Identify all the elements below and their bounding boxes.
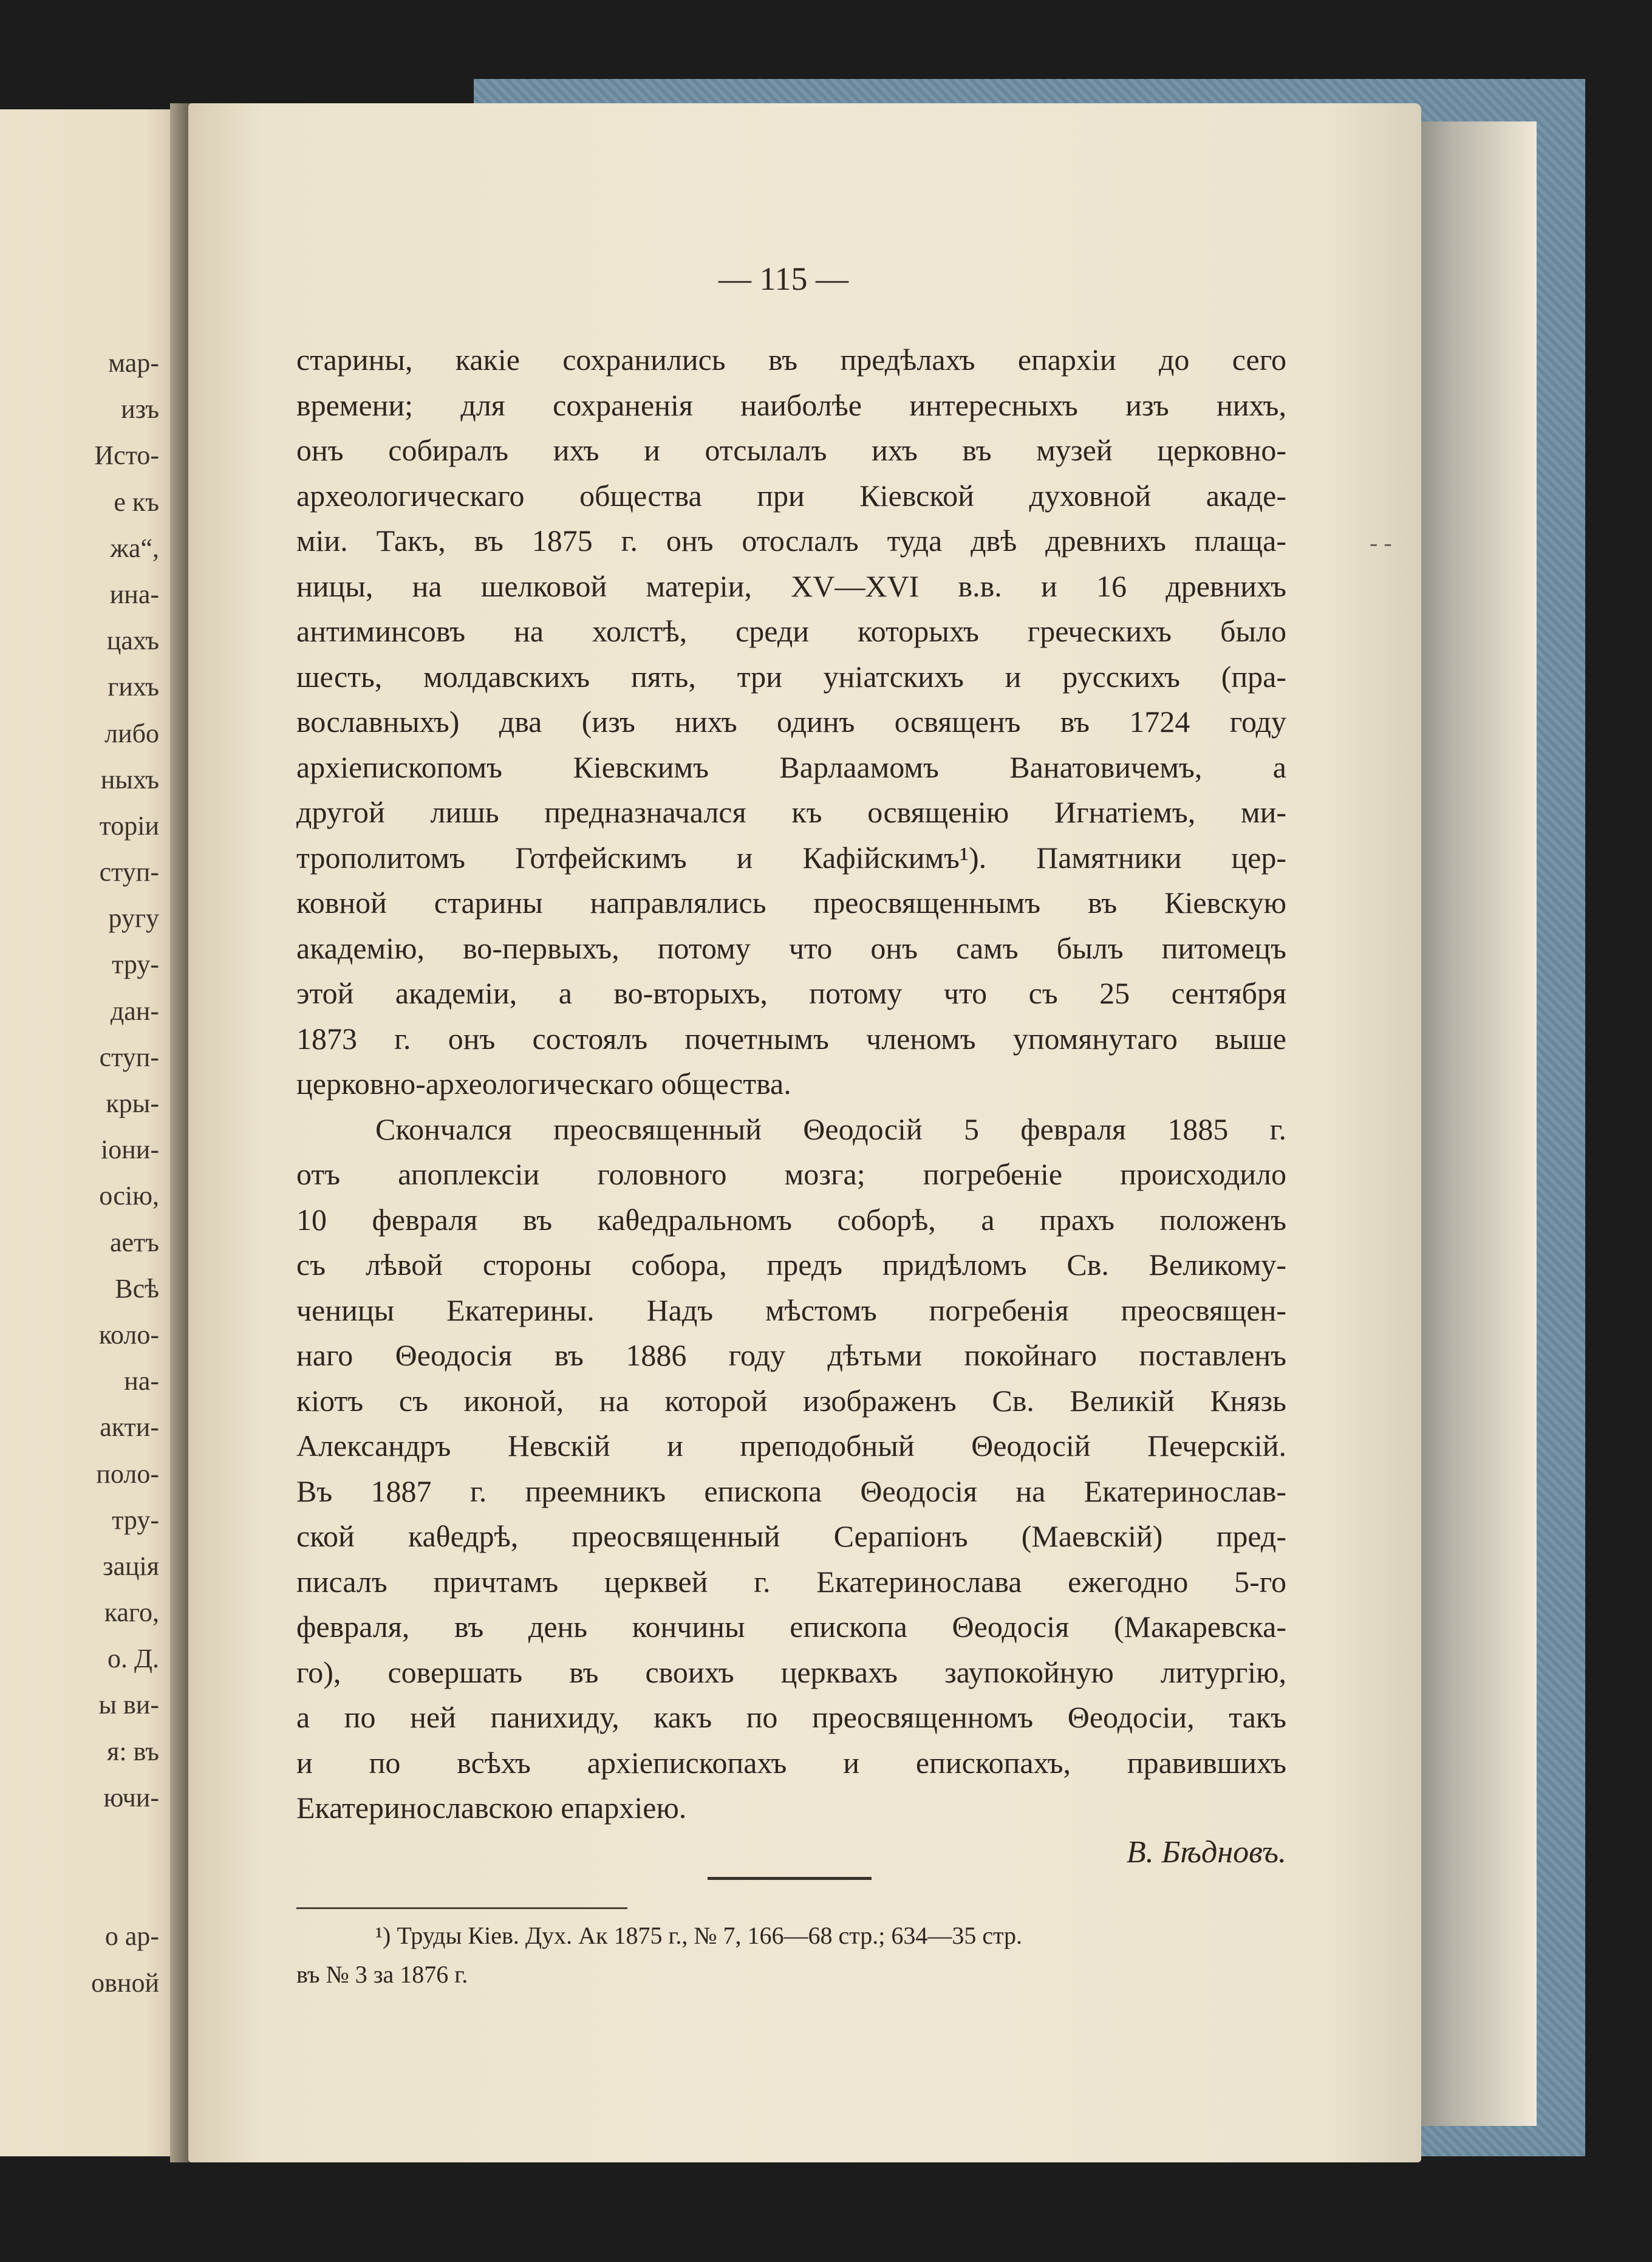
page-edges bbox=[1415, 121, 1537, 2126]
left-fragment: осію, bbox=[99, 1181, 159, 1211]
left-fragment: либо bbox=[104, 718, 159, 748]
author-signature: В. Бѣдновъ. bbox=[1126, 1835, 1286, 1870]
footnote bbox=[296, 1916, 1286, 1994]
text-line: а по ней панихиду, какъ по преосвященномъ Θеодосіи, такъ bbox=[296, 1700, 1286, 1734]
left-fragment: Исто- bbox=[94, 440, 159, 471]
text-line: февраля, въ день кончины епископа Θеодосія (Макаревска- bbox=[296, 1610, 1286, 1644]
text-line: онъ собиралъ ихъ и отсылалъ ихъ въ музей церковно- bbox=[296, 433, 1286, 467]
text-line: времени; для сохраненія наиболѣе интересныхъ изъ нихъ, bbox=[296, 388, 1286, 422]
text-line: архіепископомъ Кіевскимъ Варлаамомъ Ванатовичемъ, а bbox=[296, 750, 1286, 784]
text-line: академію, во-первыхъ, потому что онъ самъ былъ питомецъ bbox=[296, 931, 1286, 965]
left-fragment: аетъ bbox=[109, 1227, 159, 1257]
text-line: антиминсовъ на холстѣ, среди которыхъ греческихъ было bbox=[296, 614, 1286, 648]
left-fragment: я: въ bbox=[107, 1736, 159, 1766]
text-line: Александръ Невскій и преподобный Θеодосій Печерскій. bbox=[296, 1429, 1286, 1463]
text-line: ской каθедрѣ, преосвященный Серапіонъ (Маевскій) пред- bbox=[296, 1519, 1286, 1553]
text-line: го), совершать въ своихъ церквахъ заупокойную литургію, bbox=[296, 1655, 1286, 1689]
text-line: 1873 г. онъ состоялъ почетнымъ членомъ упомянутаго выше bbox=[296, 1021, 1286, 1056]
left-fragment: Всѣ bbox=[115, 1273, 159, 1304]
text-line: вославныхъ) два (изъ нихъ одинъ освященъ въ 1724 году bbox=[296, 705, 1286, 739]
left-fragment: жа“, bbox=[110, 533, 159, 563]
left-fragment: изъ bbox=[121, 394, 159, 425]
text-line: старины, какіе сохранились въ предѣлахъ епархіи до сего bbox=[296, 343, 1286, 377]
body-text bbox=[296, 337, 1286, 1831]
left-fragment: тру- bbox=[112, 1505, 159, 1535]
text-line: міи. Такъ, въ 1875 г. онъ отослалъ туда двѣ древнихъ плаща- bbox=[296, 524, 1286, 558]
left-fragment: зація bbox=[103, 1551, 159, 1581]
left-fragment: дан- bbox=[110, 996, 159, 1026]
left-fragment: поло- bbox=[96, 1458, 159, 1489]
text-line: писалъ причтамъ церквей г. Екатеринослава ежегодно 5-го bbox=[296, 1564, 1286, 1599]
left-fragment: торіи bbox=[99, 810, 159, 841]
text-line: археологическаго общества при Кіевской духовной акаде- bbox=[296, 478, 1286, 513]
left-fragment: ступ- bbox=[99, 1042, 159, 1072]
left-page-text bbox=[0, 340, 159, 2006]
text-line: и по всѣхъ архіепископахъ и епископахъ, правившихъ bbox=[296, 1745, 1286, 1780]
text-line: трополитомъ Готфейскимъ и Кафійскимъ¹). Памятники цер- bbox=[296, 840, 1286, 875]
footnote-rule bbox=[296, 1907, 627, 1909]
text-line: Скончался преосвященный Θеодосій 5 февраля 1885 г. bbox=[375, 1112, 1286, 1146]
text-line: съ лѣвой стороны собора, предъ придѣломъ Св. Великому- bbox=[296, 1248, 1286, 1282]
footnote-line: въ № 3 за 1876 г. bbox=[296, 1961, 468, 1988]
left-fragment: іони- bbox=[101, 1135, 159, 1165]
left-fragment: на- bbox=[124, 1366, 159, 1396]
left-fragment bbox=[0, 1867, 159, 1913]
left-fragment bbox=[0, 1821, 159, 1867]
text-line: ницы, на шелковой матеріи, XV—XVI в.в. и 16 древнихъ bbox=[296, 569, 1286, 603]
text-line: ковной старины направлялись преосвященнымъ въ Кіевскую bbox=[296, 886, 1286, 920]
left-fragment: о. Д. bbox=[107, 1644, 159, 1674]
left-fragment: овной bbox=[91, 1967, 159, 1998]
footnote-line: ¹) Труды Кіев. Дух. Ак 1875 г., № 7, 166—68 стр.; 634—35 стр. bbox=[375, 1922, 1023, 1949]
end-rule bbox=[708, 1877, 872, 1880]
left-fragment: гихъ bbox=[108, 672, 159, 702]
text-line: Екатеринославскою епархіею. bbox=[296, 1791, 687, 1825]
left-fragment: ы ви- bbox=[98, 1690, 159, 1720]
left-fragment: ругу bbox=[108, 903, 159, 934]
left-fragment: тру- bbox=[112, 949, 159, 980]
left-fragment: каго, bbox=[104, 1597, 159, 1628]
text-line: шесть, молдавскихъ пять, три уніатскихъ и русскихъ (пра- bbox=[296, 659, 1286, 694]
left-fragment: коло- bbox=[98, 1319, 159, 1350]
text-line: церковно-археологическаго общества. bbox=[296, 1067, 791, 1101]
text-line: кіотъ съ иконой, на которой изображенъ Св. Великій Князь bbox=[296, 1383, 1286, 1418]
left-fragment: цахъ bbox=[106, 626, 159, 656]
left-fragment: акти- bbox=[100, 1412, 159, 1443]
text-line: этой академіи, а во-вторыхъ, потому что съ 25 сентября bbox=[296, 976, 1286, 1010]
text-line: отъ апоплексіи головного мозга; погребеніе происходило bbox=[296, 1157, 1286, 1191]
left-fragment: мар- bbox=[108, 348, 159, 378]
page-number: — 115 — bbox=[718, 261, 848, 297]
text-line: Въ 1887 г. преемникъ епископа Θеодосія на Екатеринослав- bbox=[296, 1474, 1286, 1508]
left-fragment: ючи- bbox=[103, 1782, 159, 1813]
text-line: 10 февраля въ каθедральномъ соборѣ, а прахъ положенъ bbox=[296, 1202, 1286, 1237]
text-line: другой лишь предназначался къ освященію Игнатіемъ, ми- bbox=[296, 795, 1286, 829]
left-fragment: о ар- bbox=[104, 1921, 159, 1952]
text-line: ченицы Екатерины. Надъ мѣстомъ погребенія преосвящен- bbox=[296, 1293, 1286, 1327]
left-fragment: е къ bbox=[114, 487, 159, 517]
left-fragment: ступ- bbox=[99, 857, 159, 887]
text-line: наго Θеодосія въ 1886 году дѣтьми покойнаго поставленъ bbox=[296, 1338, 1286, 1372]
left-fragment: кры- bbox=[106, 1088, 159, 1118]
margin-dash-mark: - - bbox=[1370, 529, 1392, 556]
left-fragment: ина- bbox=[109, 579, 159, 609]
left-fragment: ныхъ bbox=[100, 764, 159, 794]
